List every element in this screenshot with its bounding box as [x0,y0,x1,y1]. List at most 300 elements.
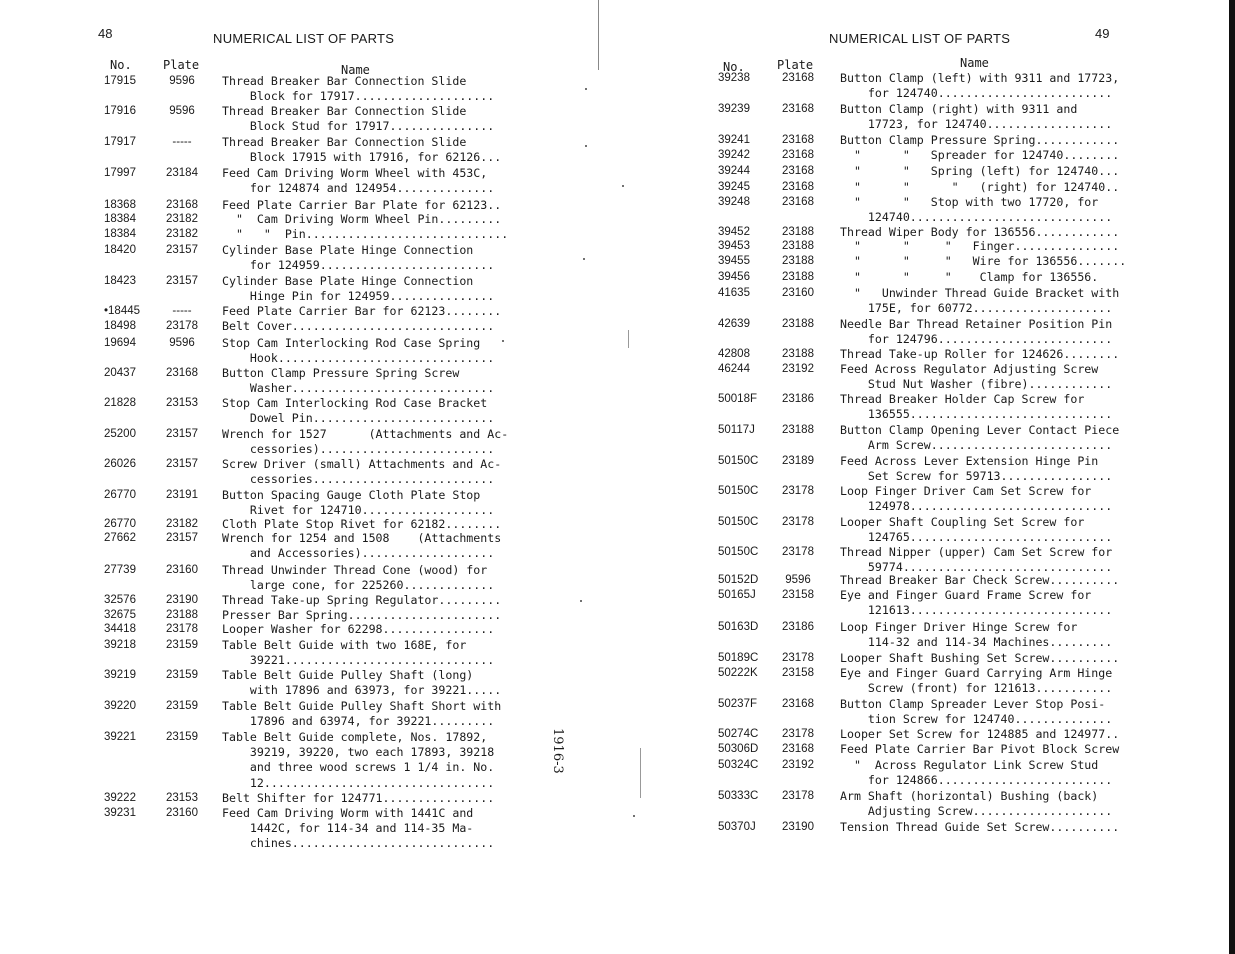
part-name-line: Thread Take-up Roller for 124626........ [840,347,1120,361]
plate-number: 23178 [166,623,198,635]
part-name-line: Wrench for 1254 and 1508 (Attachments [222,531,502,545]
part-name [222,593,501,608]
part-name [222,396,494,426]
plate-number: 23178 [782,652,814,664]
part-name-line: Block 17915 with 17916, for 62126... [222,150,502,165]
part-name [222,227,508,242]
part-name [840,620,1112,650]
part-name-line: Feed Cam Driving Worm with 1441C and [222,806,474,820]
part-name [840,573,1119,588]
part-number: 18384 [104,228,136,240]
part-name-line: and Accessories)................... [222,546,495,561]
page-title-right: NUMERICAL LIST OF PARTS [829,31,1011,46]
part-name-line: with 17896 and 63973, for 39221..... [222,683,502,698]
header-name-left: Name [341,63,370,77]
plate-number: 23168 [782,698,814,710]
part-name-line: Feed Plate Carrier Bar Pivot Block Screw [840,742,1120,756]
part-name-line: Hook............................... [222,351,495,366]
part-name-line: " Cam Driving Worm Wheel Pin......... [222,212,502,226]
part-name-line: " " " Wire for 136556....... [840,254,1127,268]
plate-number: 23186 [782,621,814,633]
part-name [222,212,501,227]
plate-number: 23178 [782,546,814,558]
plate-number: 23159 [166,639,198,651]
part-name [222,699,501,729]
part-number: 50324C [718,759,759,771]
part-name-line: Stop Cam Interlocking Rod Case Spring [222,336,481,350]
part-number: 17916 [104,105,136,117]
part-number: 27739 [104,564,136,576]
part-name-line: Looper Shaft Coupling Set Screw for [840,515,1085,529]
part-name-line: Button Clamp (left) with 9311 and 17723, [840,71,1120,85]
plate-number: 23178 [782,485,814,497]
part-number: 17917 [104,136,136,148]
part-number: 39220 [104,700,136,712]
plate-number: 23157 [166,458,198,470]
part-name [222,427,508,457]
part-name [222,319,494,334]
part-number: 19694 [104,337,136,349]
part-name-line: Loop Finger Driver Hinge Screw for [840,620,1078,634]
part-name [222,198,501,213]
part-number: 39222 [104,792,136,804]
plate-number: 9596 [169,75,195,87]
plate-number: 23188 [782,226,814,238]
page-number-left: 48 [98,26,113,41]
part-name-line: Button Clamp Pressure Spring............ [840,133,1120,147]
part-name-line: Feed Across Lever Extension Hinge Pin [840,454,1099,468]
part-name-line: 39221.............................. [222,653,495,668]
plate-number: 23182 [166,518,198,530]
part-name [222,166,494,196]
plate-number: 23159 [166,669,198,681]
part-number: 25200 [104,428,136,440]
part-name [840,347,1119,362]
plate-number: 23153 [166,792,198,804]
part-number: 39455 [718,255,750,267]
plate-number: 23188 [782,348,814,360]
part-number: 50237F [718,698,758,710]
plate-number: 23191 [166,489,198,501]
part-number: 26770 [104,489,136,501]
plate-number: 23157 [166,244,198,256]
plate-number: 23168 [782,149,814,161]
part-name-line: Block Stud for 17917............... [222,119,495,134]
page-title-left: NUMERICAL LIST OF PARTS [213,31,395,46]
part-number: 50150C [718,455,759,467]
part-number: 50222K [718,667,758,679]
part-number: 17915 [104,75,136,87]
scan-speck [580,600,582,602]
part-name-line: Tension Thread Guide Set Screw.......... [840,820,1120,834]
header-no-right: No. [723,60,745,74]
part-name-line: Thread Breaker Bar Connection Slide [222,74,467,88]
part-name-line: Hinge Pin for 124959............... [222,289,495,304]
part-name-line: 59774.............................. [840,560,1113,575]
plate-number: 23178 [782,728,814,740]
part-number: 41635 [718,287,750,299]
part-name-line: Washer............................. [222,381,495,396]
part-name-line: " " Stop with two 17720, for [840,195,1099,209]
part-name [222,74,494,104]
part-number: 39452 [718,226,750,238]
part-name-line: for 124874 and 124954.............. [222,181,495,196]
part-name-line: Arm Screw.......................... [840,438,1113,453]
part-name-line: Stud Nut Washer (fibre)............ [840,377,1113,392]
part-name-line: Feed Plate Carrier Bar for 62123........ [222,304,502,318]
part-name-line: Feed Across Regulator Adjusting Screw [840,362,1099,376]
part-name [840,254,1126,269]
plate-number: 23168 [782,196,814,208]
plate-number: 23182 [166,228,198,240]
part-name-line: 136555............................. [840,407,1113,422]
part-name-line: Table Belt Guide Pulley Shaft Short with [222,699,502,713]
part-name-line: Screw Driver (small) Attachments and Ac- [222,457,502,471]
part-name-line: Cloth Plate Stop Rivet for 62182........ [222,517,502,531]
part-name-line: Thread Breaker Holder Cap Screw for [840,392,1085,406]
part-name [222,668,501,698]
plate-number: 23186 [782,393,814,405]
part-name [840,545,1112,575]
part-name-line: for 124959......................... [222,258,495,273]
part-name-line: Looper Shaft Bushing Set Screw.......... [840,651,1120,665]
part-name [840,270,1098,285]
plate-number: 9596 [169,337,195,349]
part-number: 39245 [718,181,750,193]
part-number: 39244 [718,165,750,177]
part-number: 39218 [104,639,136,651]
handwritten-margin-note: 1916-3 [550,728,565,774]
part-name [840,484,1112,514]
part-number: 27662 [104,532,136,544]
plate-number: 23168 [782,134,814,146]
plate-number: 23168 [782,165,814,177]
plate-number: 23158 [782,589,814,601]
plate-number: 23178 [166,320,198,332]
part-name-line: " Unwinder Thread Guide Bracket with [840,286,1120,300]
part-number: 34418 [104,623,136,635]
part-name-line: 175E, for 60772.................... [840,301,1113,316]
part-name-line: cessories.......................... [222,472,495,487]
part-name-line: Button Spacing Gauge Cloth Plate Stop [222,488,481,502]
fold-line [598,0,599,70]
part-name-line: 12................................. [222,775,495,790]
part-name-line: Thread Breaker Bar Check Screw.......... [840,573,1120,587]
part-number: 39456 [718,271,750,283]
part-number: 32576 [104,594,136,606]
part-name [840,164,1119,179]
part-number: 26026 [104,458,136,470]
part-name [840,666,1112,696]
part-name-line: Wrench for 1527 (Attachments and Ac- [222,427,509,441]
part-number: 50150C [718,516,759,528]
plate-number: 23168 [782,181,814,193]
part-name-line: Cylinder Base Plate Hinge Connection [222,243,474,257]
part-number: •18445 [104,305,141,317]
plate-number: 23182 [166,213,198,225]
part-name-line: 1442C, for 114-34 and 114-35 Ma- [222,821,474,836]
plate-number: 23168 [782,743,814,755]
part-number: 39231 [104,807,136,819]
part-number: 50117J [718,424,755,436]
plate-number: 23157 [166,532,198,544]
part-name [222,488,494,518]
plate-number: 23160 [782,287,814,299]
part-name [840,195,1112,225]
plate-number: 23168 [166,367,198,379]
part-name [840,362,1112,392]
part-name-line: and three wood screws 1 1/4 in. No. [222,760,495,775]
part-name-line: Arm Shaft (horizontal) Bushing (back) [840,789,1099,803]
part-name-line: Table Belt Guide Pulley Shaft (long) [222,668,474,682]
scan-speck [633,815,635,817]
part-number: 39221 [104,731,136,743]
part-name [222,806,494,852]
scan-speck [585,145,587,147]
scan-edge [1229,0,1235,954]
part-name-line: " " Spring (left) for 124740... [840,164,1120,178]
part-name [222,563,494,593]
part-number: 26770 [104,518,136,530]
part-name [222,135,501,165]
part-number: 50306D [718,743,759,755]
part-name-line: for 124866......................... [840,773,1113,788]
plate-number: 23189 [782,455,814,467]
part-name-line: " " Pin............................. [222,227,509,241]
part-name-line: Adjusting Screw.................... [840,804,1113,819]
part-name-line: Block for 17917.................... [222,89,495,104]
right-page [620,0,1220,954]
part-number: 50274C [718,728,759,740]
margin-mark [628,330,629,348]
plate-number: 23160 [166,807,198,819]
part-name-line: 124978............................. [840,499,1113,514]
part-name-line: Thread Take-up Spring Regulator......... [222,593,502,607]
plate-number: 23160 [166,564,198,576]
part-name-line: Loop Finger Driver Cam Set Screw for [840,484,1092,498]
part-name-line: " " " Finger............... [840,239,1120,253]
part-name-line: for 124740......................... [840,86,1113,101]
part-number: 50018F [718,393,758,405]
plate-number: 23159 [166,731,198,743]
plate-number: 23178 [782,516,814,528]
margin-mark [640,748,641,798]
part-number: 50163D [718,621,759,633]
part-name-line: Table Belt Guide with two 168E, for [222,638,467,652]
part-name [840,102,1112,132]
part-number: 18384 [104,213,136,225]
part-name-line: for 124796......................... [840,332,1113,347]
part-name [840,317,1112,347]
part-name [222,730,494,791]
part-name [840,133,1119,148]
part-name-line: Button Clamp Opening Lever Contact Piece [840,423,1120,437]
part-name-line: Looper Washer for 62298................ [222,622,495,636]
plate-number: 23178 [782,790,814,802]
part-name-line: Stop Cam Interlocking Rod Case Bracket [222,396,488,410]
part-name-line: Eye and Finger Guard Frame Screw for [840,588,1092,602]
part-number: 39239 [718,103,750,115]
scan-speck [622,185,624,187]
part-name [840,820,1119,835]
part-name [222,243,494,273]
part-name [840,423,1119,453]
plate-number: 23159 [166,700,198,712]
scan-speck [583,258,585,260]
part-name [840,225,1119,240]
part-name [840,742,1119,757]
part-name-line: Cylinder Base Plate Hinge Connection [222,274,474,288]
part-name-line: Button Clamp Pressure Spring Screw [222,366,460,380]
scan-speck [502,340,504,342]
plate-number: 23188 [782,255,814,267]
part-name [222,336,494,366]
part-name-line: " " " (right) for 124740.. [840,180,1120,194]
part-number: 20437 [104,367,136,379]
plate-number: 23192 [782,759,814,771]
part-name [222,457,501,487]
part-name [840,180,1119,195]
part-number: 18423 [104,275,136,287]
part-number: 50165J [718,589,756,601]
part-name-line: Thread Breaker Bar Connection Slide [222,104,467,118]
part-name-line: Belt Shifter for 124771................ [222,791,495,805]
part-name-line: Button Clamp Spreader Lever Stop Posi- [840,697,1106,711]
plate-number: 9596 [785,574,811,586]
part-number: 18420 [104,244,136,256]
plate-number: 23168 [782,72,814,84]
part-name-line: Set Screw for 59713................ [840,469,1113,484]
part-name-line: " Across Regulator Link Screw Stud [840,758,1099,772]
part-name-line: 114-32 and 114-34 Machines......... [840,635,1113,650]
part-name-line: cessories)......................... [222,442,495,457]
part-name [222,274,494,304]
scan-speck [585,88,587,90]
part-name [222,608,501,623]
part-number: 18368 [104,199,136,211]
part-number: 39219 [104,669,136,681]
part-number: 46244 [718,363,750,375]
part-number: 39238 [718,72,750,84]
part-name-line: " " " Clamp for 136556. [840,270,1099,284]
part-number: 42808 [718,348,750,360]
part-name-line: Dowel Pin.......................... [222,411,495,426]
header-no-left: No. [110,58,132,72]
part-number: 39453 [718,240,750,252]
part-name-line: large cone, for 225260............. [222,578,495,593]
part-name [840,71,1119,101]
plate-number: 23168 [166,199,198,211]
part-name [222,104,494,134]
part-number: 42639 [718,318,750,330]
plate-number: 23158 [782,667,814,679]
part-name-line: Rivet for 124710................... [222,503,495,518]
part-name-line: chines............................. [222,836,495,851]
plate-number: 23184 [166,167,198,179]
part-number: 50150C [718,546,759,558]
part-name [840,588,1112,618]
plate-number: 23188 [782,424,814,436]
part-name [840,286,1119,316]
header-plate-left: Plate [163,58,200,72]
part-number: 50189C [718,652,759,664]
plate-number: 23153 [166,397,198,409]
plate-number: 23190 [166,594,198,606]
left-page [0,0,600,954]
plate-number: 23188 [166,609,198,621]
part-name-line: Thread Breaker Bar Connection Slide [222,135,467,149]
part-name-line: Feed Plate Carrier Bar Plate for 62123.. [222,198,502,212]
plate-number: 23190 [782,821,814,833]
part-number: 21828 [104,397,136,409]
part-name-line: Button Clamp (right) with 9311 and [840,102,1078,116]
part-name [840,697,1112,727]
part-name-line: 124765............................. [840,530,1113,545]
part-number: 50370J [718,821,756,833]
part-name [222,304,501,319]
part-name-line: Thread Nipper (upper) Cam Set Screw for [840,545,1113,559]
part-name [840,515,1112,545]
part-name [840,392,1112,422]
part-name [222,366,494,396]
part-name-line: 124740............................. [840,210,1113,225]
part-name-line: 17896 and 63974, for 39221......... [222,714,495,729]
part-number: 39248 [718,196,750,208]
part-number: 50333C [718,790,759,802]
part-name-line: Eye and Finger Guard Carrying Arm Hinge [840,666,1113,680]
part-name-line: 17723, for 124740.................. [840,117,1113,132]
plate-number: 23188 [782,240,814,252]
part-name-line: Presser Bar Spring...................... [222,608,502,622]
part-name-line: Thread Wiper Body for 136556............ [840,225,1120,239]
part-number: 50152D [718,574,759,586]
part-name-line: Belt Cover............................. [222,319,495,333]
part-number: 50150C [718,485,759,497]
part-name [840,454,1112,484]
plate-number: 9596 [169,105,195,117]
part-number: 18498 [104,320,136,332]
plate-number: ----- [172,305,192,317]
part-name-line: Looper Set Screw for 124885 and 124977.. [840,727,1120,741]
plate-number: 23157 [166,428,198,440]
plate-number: ----- [172,136,192,148]
part-name [222,517,501,532]
header-plate-right: Plate [777,58,814,72]
part-name-line: 39219, 39220, two each 17893, 39218 [222,745,495,760]
part-name-line: Needle Bar Thread Retainer Position Pin [840,317,1113,331]
part-name [840,789,1112,819]
plate-number: 23188 [782,318,814,330]
part-name [840,239,1119,254]
part-name-line: Screw (front) for 121613........... [840,681,1113,696]
part-number: 32675 [104,609,136,621]
plate-number: 23157 [166,275,198,287]
part-name [840,758,1112,788]
part-name [222,638,494,668]
part-name [222,622,494,637]
part-name-line: Feed Cam Driving Worm Wheel with 453C, [222,166,488,180]
part-name [222,531,501,561]
part-name-line: tion Screw for 124740.............. [840,712,1113,727]
part-name-line: " " Spreader for 124740........ [840,148,1120,162]
part-number: 39241 [718,134,750,146]
part-name-line: Thread Unwinder Thread Cone (wood) for [222,563,488,577]
part-name [840,148,1119,163]
part-name [840,651,1119,666]
part-number: 17997 [104,167,136,179]
part-name-line: Table Belt Guide complete, Nos. 17892, [222,730,488,744]
part-name [840,727,1119,742]
